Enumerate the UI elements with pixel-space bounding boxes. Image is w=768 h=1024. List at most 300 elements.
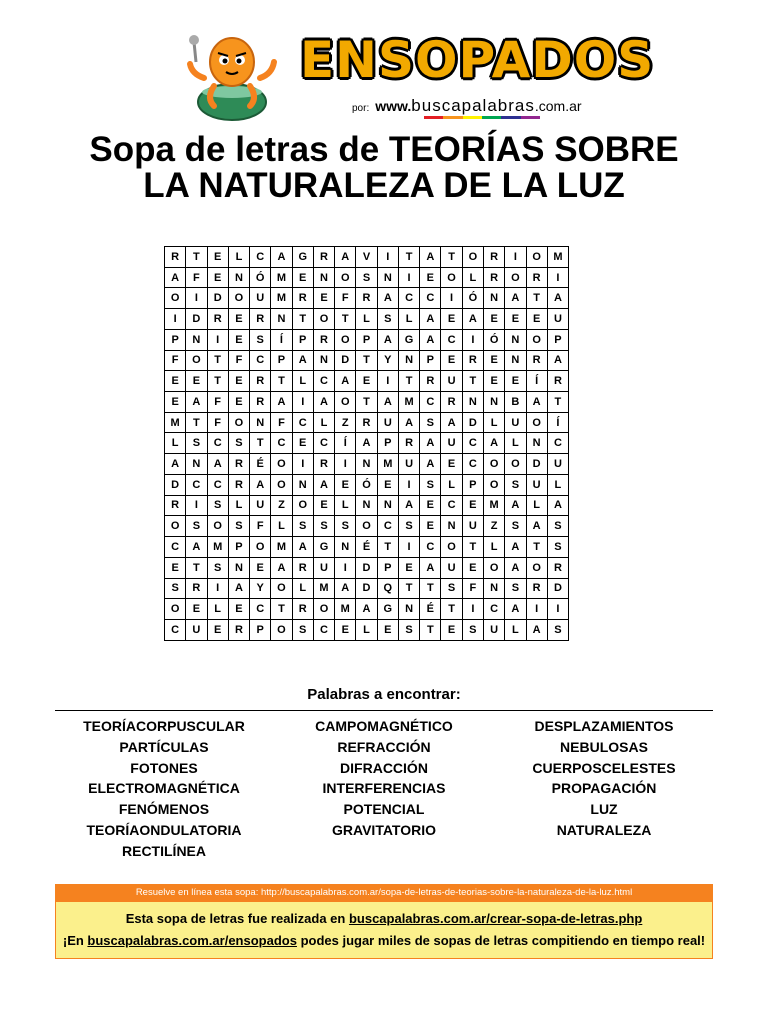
grid-cell[interactable]: P xyxy=(462,474,483,495)
grid-cell[interactable]: I xyxy=(165,309,186,330)
grid-cell[interactable]: U xyxy=(186,619,207,640)
grid-cell[interactable]: E xyxy=(207,619,228,640)
grid-cell[interactable]: C xyxy=(271,433,292,454)
grid-cell[interactable]: U xyxy=(441,557,462,578)
grid-cell[interactable]: R xyxy=(483,247,504,268)
grid-cell[interactable]: N xyxy=(505,350,526,371)
grid-cell[interactable]: S xyxy=(547,516,568,537)
grid-cell[interactable]: C xyxy=(462,454,483,475)
grid-cell[interactable]: E xyxy=(313,288,334,309)
grid-cell[interactable]: O xyxy=(271,578,292,599)
grid-cell[interactable]: P xyxy=(547,329,568,350)
grid-cell[interactable]: N xyxy=(526,433,547,454)
grid-cell[interactable]: C xyxy=(420,537,441,558)
grid-cell[interactable]: A xyxy=(505,495,526,516)
grid-cell[interactable]: F xyxy=(335,288,356,309)
grid-cell[interactable]: C xyxy=(250,247,271,268)
grid-cell[interactable]: N xyxy=(483,288,504,309)
grid-cell[interactable]: U xyxy=(398,454,419,475)
grid-cell[interactable]: S xyxy=(420,474,441,495)
grid-cell[interactable]: T xyxy=(207,371,228,392)
grid-cell[interactable]: T xyxy=(250,433,271,454)
grid-cell[interactable]: M xyxy=(271,288,292,309)
grid-cell[interactable]: C xyxy=(165,537,186,558)
grid-cell[interactable]: A xyxy=(526,619,547,640)
grid-cell[interactable]: L xyxy=(505,619,526,640)
grid-cell[interactable]: O xyxy=(313,599,334,620)
grid-cell[interactable]: E xyxy=(526,309,547,330)
grid-cell[interactable]: T xyxy=(398,578,419,599)
grid-cell[interactable]: Í xyxy=(547,412,568,433)
grid-cell[interactable]: T xyxy=(335,309,356,330)
grid-cell[interactable]: R xyxy=(250,309,271,330)
grid-cell[interactable]: L xyxy=(292,578,313,599)
grid-cell[interactable]: S xyxy=(420,412,441,433)
online-solve-link[interactable]: Resuelve en línea esta sopa: http://buscapalabras.com.ar/sopa-de-letras-de-teorias-sobre-la-naturaleza-de-la-luz.html xyxy=(55,884,713,902)
grid-cell[interactable]: L xyxy=(483,412,504,433)
grid-cell[interactable]: A xyxy=(186,392,207,413)
grid-cell[interactable]: U xyxy=(547,454,568,475)
grid-cell[interactable]: O xyxy=(505,454,526,475)
grid-cell[interactable]: C xyxy=(313,433,334,454)
grid-cell[interactable]: I xyxy=(441,288,462,309)
grid-cell[interactable]: N xyxy=(483,578,504,599)
grid-cell[interactable]: O xyxy=(165,599,186,620)
grid-cell[interactable]: Q xyxy=(377,578,398,599)
grid-cell[interactable]: L xyxy=(165,433,186,454)
grid-cell[interactable]: E xyxy=(186,599,207,620)
grid-cell[interactable]: E xyxy=(228,599,249,620)
grid-cell[interactable]: T xyxy=(292,309,313,330)
create-puzzle-link[interactable]: buscapalabras.com.ar/crear-sopa-de-letras.php xyxy=(348,911,643,926)
grid-cell[interactable]: I xyxy=(462,599,483,620)
grid-cell[interactable]: G xyxy=(398,329,419,350)
grid-cell[interactable]: T xyxy=(356,350,377,371)
grid-cell[interactable]: M xyxy=(547,247,568,268)
grid-cell[interactable]: O xyxy=(271,454,292,475)
grid-cell[interactable]: A xyxy=(505,537,526,558)
grid-cell[interactable]: F xyxy=(165,350,186,371)
grid-cell[interactable]: S xyxy=(462,619,483,640)
grid-cell[interactable]: N xyxy=(228,267,249,288)
grid-cell[interactable]: T xyxy=(398,371,419,392)
grid-cell[interactable]: R xyxy=(526,267,547,288)
grid-cell[interactable]: T xyxy=(462,371,483,392)
grid-cell[interactable]: N xyxy=(335,537,356,558)
grid-cell[interactable]: T xyxy=(271,371,292,392)
grid-cell[interactable]: O xyxy=(505,267,526,288)
grid-cell[interactable]: L xyxy=(207,599,228,620)
grid-cell[interactable]: O xyxy=(207,516,228,537)
grid-cell[interactable]: R xyxy=(462,350,483,371)
grid-cell[interactable]: F xyxy=(462,578,483,599)
grid-cell[interactable]: A xyxy=(420,309,441,330)
grid-cell[interactable]: A xyxy=(313,392,334,413)
grid-cell[interactable]: R xyxy=(356,288,377,309)
grid-cell[interactable]: E xyxy=(186,371,207,392)
grid-cell[interactable]: T xyxy=(186,412,207,433)
grid-cell[interactable]: R xyxy=(292,557,313,578)
grid-cell[interactable]: A xyxy=(377,392,398,413)
grid-cell[interactable]: D xyxy=(207,288,228,309)
grid-cell[interactable]: A xyxy=(377,329,398,350)
grid-cell[interactable]: O xyxy=(483,474,504,495)
grid-cell[interactable]: U xyxy=(462,516,483,537)
grid-cell[interactable]: R xyxy=(547,371,568,392)
grid-cell[interactable]: Í xyxy=(271,329,292,350)
grid-cell[interactable]: R xyxy=(250,392,271,413)
grid-cell[interactable]: C xyxy=(547,433,568,454)
grid-cell[interactable]: T xyxy=(186,557,207,578)
grid-cell[interactable]: O xyxy=(526,557,547,578)
grid-cell[interactable]: N xyxy=(186,454,207,475)
grid-cell[interactable]: O xyxy=(228,288,249,309)
grid-cell[interactable]: E xyxy=(228,371,249,392)
grid-cell[interactable]: R xyxy=(356,412,377,433)
grid-cell[interactable]: A xyxy=(186,537,207,558)
grid-cell[interactable]: T xyxy=(441,247,462,268)
grid-cell[interactable]: O xyxy=(441,267,462,288)
grid-cell[interactable]: R xyxy=(313,454,334,475)
grid-cell[interactable]: E xyxy=(420,516,441,537)
grid-cell[interactable]: I xyxy=(207,578,228,599)
grid-cell[interactable]: N xyxy=(271,309,292,330)
grid-cell[interactable]: U xyxy=(313,557,334,578)
grid-cell[interactable]: E xyxy=(420,267,441,288)
grid-cell[interactable]: E xyxy=(462,495,483,516)
grid-cell[interactable]: A xyxy=(547,288,568,309)
grid-cell[interactable]: C xyxy=(207,433,228,454)
grid-cell[interactable]: N xyxy=(483,392,504,413)
grid-cell[interactable]: D xyxy=(186,309,207,330)
grid-cell[interactable]: U xyxy=(250,495,271,516)
grid-cell[interactable]: A xyxy=(228,578,249,599)
grid-cell[interactable]: M xyxy=(271,537,292,558)
grid-cell[interactable]: A xyxy=(483,433,504,454)
grid-cell[interactable]: E xyxy=(441,350,462,371)
grid-cell[interactable]: O xyxy=(483,454,504,475)
grid-cell[interactable]: C xyxy=(420,392,441,413)
grid-cell[interactable]: S xyxy=(186,516,207,537)
grid-cell[interactable]: I xyxy=(186,288,207,309)
grid-cell[interactable]: Y xyxy=(377,350,398,371)
grid-cell[interactable]: L xyxy=(335,495,356,516)
grid-cell[interactable]: A xyxy=(356,433,377,454)
grid-cell[interactable]: E xyxy=(207,267,228,288)
grid-cell[interactable]: A xyxy=(547,350,568,371)
grid-cell[interactable]: L xyxy=(441,474,462,495)
grid-cell[interactable]: E xyxy=(335,474,356,495)
grid-cell[interactable]: U xyxy=(526,474,547,495)
grid-cell[interactable]: U xyxy=(505,412,526,433)
grid-cell[interactable]: T xyxy=(420,619,441,640)
grid-cell[interactable]: N xyxy=(356,454,377,475)
grid-cell[interactable]: N xyxy=(398,599,419,620)
grid-cell[interactable]: N xyxy=(356,495,377,516)
grid-cell[interactable]: I xyxy=(462,329,483,350)
grid-cell[interactable]: S xyxy=(505,578,526,599)
grid-cell[interactable]: I xyxy=(292,392,313,413)
grid-cell[interactable]: E xyxy=(207,247,228,268)
grid-cell[interactable]: A xyxy=(271,247,292,268)
grid-cell[interactable]: I xyxy=(547,599,568,620)
grid-cell[interactable]: P xyxy=(271,350,292,371)
grid-cell[interactable]: I xyxy=(292,454,313,475)
grid-cell[interactable]: R xyxy=(313,247,334,268)
grid-cell[interactable]: P xyxy=(228,537,249,558)
grid-cell[interactable]: U xyxy=(547,309,568,330)
grid-cell[interactable]: O xyxy=(186,350,207,371)
grid-cell[interactable]: F xyxy=(271,412,292,433)
grid-cell[interactable]: E xyxy=(165,392,186,413)
grid-cell[interactable]: A xyxy=(313,474,334,495)
grid-cell[interactable]: A xyxy=(271,392,292,413)
grid-cell[interactable]: C xyxy=(165,619,186,640)
grid-cell[interactable]: L xyxy=(292,371,313,392)
grid-cell[interactable]: E xyxy=(165,557,186,578)
grid-cell[interactable]: E xyxy=(356,371,377,392)
grid-cell[interactable]: L xyxy=(356,619,377,640)
grid-cell[interactable]: A xyxy=(526,392,547,413)
grid-cell[interactable]: L xyxy=(228,247,249,268)
grid-cell[interactable]: A xyxy=(250,474,271,495)
grid-cell[interactable]: A xyxy=(462,309,483,330)
grid-cell[interactable]: A xyxy=(505,599,526,620)
grid-cell[interactable]: L xyxy=(526,495,547,516)
grid-cell[interactable]: R xyxy=(441,392,462,413)
grid-cell[interactable]: A xyxy=(292,350,313,371)
grid-cell[interactable]: S xyxy=(547,619,568,640)
grid-cell[interactable]: C xyxy=(313,619,334,640)
grid-cell[interactable]: F xyxy=(186,267,207,288)
grid-cell[interactable]: N xyxy=(462,392,483,413)
grid-cell[interactable]: A xyxy=(420,329,441,350)
grid-cell[interactable]: A xyxy=(420,557,441,578)
grid-cell[interactable]: C xyxy=(207,474,228,495)
grid-cell[interactable]: E xyxy=(483,309,504,330)
grid-cell[interactable]: I xyxy=(526,599,547,620)
grid-cell[interactable]: R xyxy=(228,474,249,495)
grid-cell[interactable]: R xyxy=(207,309,228,330)
grid-cell[interactable]: S xyxy=(228,433,249,454)
grid-cell[interactable]: M xyxy=(313,578,334,599)
grid-cell[interactable]: Z xyxy=(335,412,356,433)
grid-cell[interactable]: T xyxy=(271,599,292,620)
grid-cell[interactable]: R xyxy=(292,599,313,620)
grid-cell[interactable]: A xyxy=(398,495,419,516)
grid-cell[interactable]: A xyxy=(165,454,186,475)
grid-cell[interactable]: B xyxy=(505,392,526,413)
grid-cell[interactable]: A xyxy=(420,433,441,454)
grid-cell[interactable]: E xyxy=(228,392,249,413)
grid-cell[interactable]: S xyxy=(356,267,377,288)
grid-cell[interactable]: R xyxy=(483,267,504,288)
grid-cell[interactable]: A xyxy=(526,516,547,537)
grid-cell[interactable]: S xyxy=(398,619,419,640)
grid-cell[interactable]: T xyxy=(377,537,398,558)
grid-cell[interactable]: C xyxy=(377,516,398,537)
grid-cell[interactable]: A xyxy=(207,454,228,475)
grid-cell[interactable]: Z xyxy=(483,516,504,537)
grid-cell[interactable]: L xyxy=(228,495,249,516)
grid-cell[interactable]: R xyxy=(228,619,249,640)
grid-cell[interactable]: U xyxy=(483,619,504,640)
grid-cell[interactable]: A xyxy=(165,267,186,288)
grid-cell[interactable]: Í xyxy=(526,371,547,392)
grid-cell[interactable]: L xyxy=(462,267,483,288)
grid-cell[interactable]: A xyxy=(420,454,441,475)
grid-cell[interactable]: S xyxy=(505,516,526,537)
grid-cell[interactable]: R xyxy=(186,578,207,599)
grid-cell[interactable]: D xyxy=(462,412,483,433)
grid-cell[interactable]: O xyxy=(313,309,334,330)
grid-cell[interactable]: S xyxy=(547,537,568,558)
grid-cell[interactable]: I xyxy=(398,537,419,558)
grid-cell[interactable]: C xyxy=(398,288,419,309)
grid-cell[interactable]: L xyxy=(483,537,504,558)
grid-cell[interactable]: L xyxy=(313,412,334,433)
grid-cell[interactable]: A xyxy=(398,412,419,433)
grid-cell[interactable]: D xyxy=(356,557,377,578)
grid-cell[interactable]: O xyxy=(250,537,271,558)
grid-cell[interactable]: N xyxy=(186,329,207,350)
grid-cell[interactable]: U xyxy=(441,371,462,392)
grid-cell[interactable]: R xyxy=(420,371,441,392)
grid-cell[interactable]: P xyxy=(377,557,398,578)
grid-cell[interactable]: M xyxy=(271,267,292,288)
grid-cell[interactable]: N xyxy=(313,350,334,371)
grid-cell[interactable]: Ó xyxy=(483,329,504,350)
grid-cell[interactable]: O xyxy=(165,516,186,537)
grid-cell[interactable]: M xyxy=(335,599,356,620)
grid-cell[interactable]: S xyxy=(250,329,271,350)
grid-cell[interactable]: I xyxy=(398,474,419,495)
grid-cell[interactable]: R xyxy=(526,578,547,599)
grid-cell[interactable]: É xyxy=(420,599,441,620)
grid-cell[interactable]: O xyxy=(271,474,292,495)
grid-cell[interactable]: O xyxy=(526,247,547,268)
grid-cell[interactable]: S xyxy=(207,557,228,578)
grid-cell[interactable]: O xyxy=(292,495,313,516)
grid-cell[interactable]: P xyxy=(292,329,313,350)
grid-cell[interactable]: C xyxy=(313,371,334,392)
grid-cell[interactable]: O xyxy=(526,412,547,433)
grid-cell[interactable]: E xyxy=(398,557,419,578)
grid-cell[interactable]: E xyxy=(165,371,186,392)
grid-cell[interactable]: G xyxy=(292,247,313,268)
grid-cell[interactable]: E xyxy=(441,454,462,475)
grid-cell[interactable]: T xyxy=(398,247,419,268)
grid-cell[interactable]: E xyxy=(441,619,462,640)
grid-cell[interactable]: M xyxy=(377,454,398,475)
grid-cell[interactable]: C xyxy=(186,474,207,495)
grid-cell[interactable]: F xyxy=(207,412,228,433)
grid-cell[interactable]: F xyxy=(207,392,228,413)
grid-cell[interactable]: O xyxy=(483,557,504,578)
grid-cell[interactable]: T xyxy=(420,578,441,599)
grid-cell[interactable]: E xyxy=(505,309,526,330)
grid-cell[interactable]: F xyxy=(250,516,271,537)
grid-cell[interactable]: D xyxy=(547,578,568,599)
grid-cell[interactable]: P xyxy=(420,350,441,371)
grid-cell[interactable]: E xyxy=(335,619,356,640)
grid-cell[interactable]: S xyxy=(398,516,419,537)
grid-cell[interactable]: I xyxy=(186,495,207,516)
grid-cell[interactable]: P xyxy=(356,329,377,350)
grid-cell[interactable]: S xyxy=(186,433,207,454)
grid-cell[interactable]: Í xyxy=(335,433,356,454)
grid-cell[interactable]: I xyxy=(207,329,228,350)
grid-cell[interactable]: A xyxy=(335,578,356,599)
grid-cell[interactable]: S xyxy=(313,516,334,537)
grid-cell[interactable]: A xyxy=(420,247,441,268)
grid-cell[interactable]: C xyxy=(483,599,504,620)
grid-cell[interactable]: O xyxy=(335,392,356,413)
grid-cell[interactable]: S xyxy=(505,474,526,495)
grid-cell[interactable]: T xyxy=(462,537,483,558)
ensopados-link[interactable]: buscapalabras.com.ar/ensopados xyxy=(87,933,297,948)
grid-cell[interactable]: C xyxy=(441,495,462,516)
grid-cell[interactable]: N xyxy=(377,495,398,516)
grid-cell[interactable]: U xyxy=(377,412,398,433)
grid-cell[interactable]: O xyxy=(271,619,292,640)
grid-cell[interactable]: É xyxy=(356,537,377,558)
grid-cell[interactable]: M xyxy=(483,495,504,516)
grid-cell[interactable]: Y xyxy=(250,578,271,599)
grid-cell[interactable]: N xyxy=(292,474,313,495)
grid-cell[interactable]: F xyxy=(228,350,249,371)
grid-cell[interactable]: E xyxy=(377,619,398,640)
grid-cell[interactable]: I xyxy=(377,247,398,268)
grid-cell[interactable]: D xyxy=(335,350,356,371)
grid-cell[interactable]: R xyxy=(398,433,419,454)
grid-cell[interactable]: E xyxy=(505,371,526,392)
grid-cell[interactable]: P xyxy=(165,329,186,350)
grid-cell[interactable]: A xyxy=(292,537,313,558)
grid-cell[interactable]: L xyxy=(271,516,292,537)
grid-cell[interactable]: S xyxy=(335,516,356,537)
grid-cell[interactable]: V xyxy=(356,247,377,268)
grid-cell[interactable]: Ó xyxy=(356,474,377,495)
grid-cell[interactable]: T xyxy=(356,392,377,413)
grid-cell[interactable]: L xyxy=(547,474,568,495)
grid-cell[interactable]: O xyxy=(462,247,483,268)
grid-cell[interactable]: U xyxy=(441,433,462,454)
grid-cell[interactable]: C xyxy=(462,433,483,454)
grid-cell[interactable]: E xyxy=(441,309,462,330)
grid-cell[interactable]: R xyxy=(228,454,249,475)
grid-cell[interactable]: M xyxy=(207,537,228,558)
grid-cell[interactable]: T xyxy=(526,537,547,558)
grid-cell[interactable]: I xyxy=(377,371,398,392)
grid-cell[interactable]: G xyxy=(377,599,398,620)
grid-cell[interactable]: E xyxy=(292,433,313,454)
grid-cell[interactable]: C xyxy=(420,288,441,309)
grid-cell[interactable]: S xyxy=(292,619,313,640)
grid-cell[interactable]: A xyxy=(271,557,292,578)
grid-cell[interactable]: R xyxy=(165,247,186,268)
grid-cell[interactable]: A xyxy=(356,599,377,620)
grid-cell[interactable]: S xyxy=(377,309,398,330)
grid-cell[interactable]: N xyxy=(250,412,271,433)
grid-cell[interactable]: É xyxy=(250,454,271,475)
grid-cell[interactable]: O xyxy=(165,288,186,309)
grid-cell[interactable]: R xyxy=(165,495,186,516)
grid-cell[interactable]: N xyxy=(505,329,526,350)
grid-cell[interactable]: L xyxy=(398,309,419,330)
grid-cell[interactable]: A xyxy=(441,412,462,433)
grid-cell[interactable]: S xyxy=(228,516,249,537)
